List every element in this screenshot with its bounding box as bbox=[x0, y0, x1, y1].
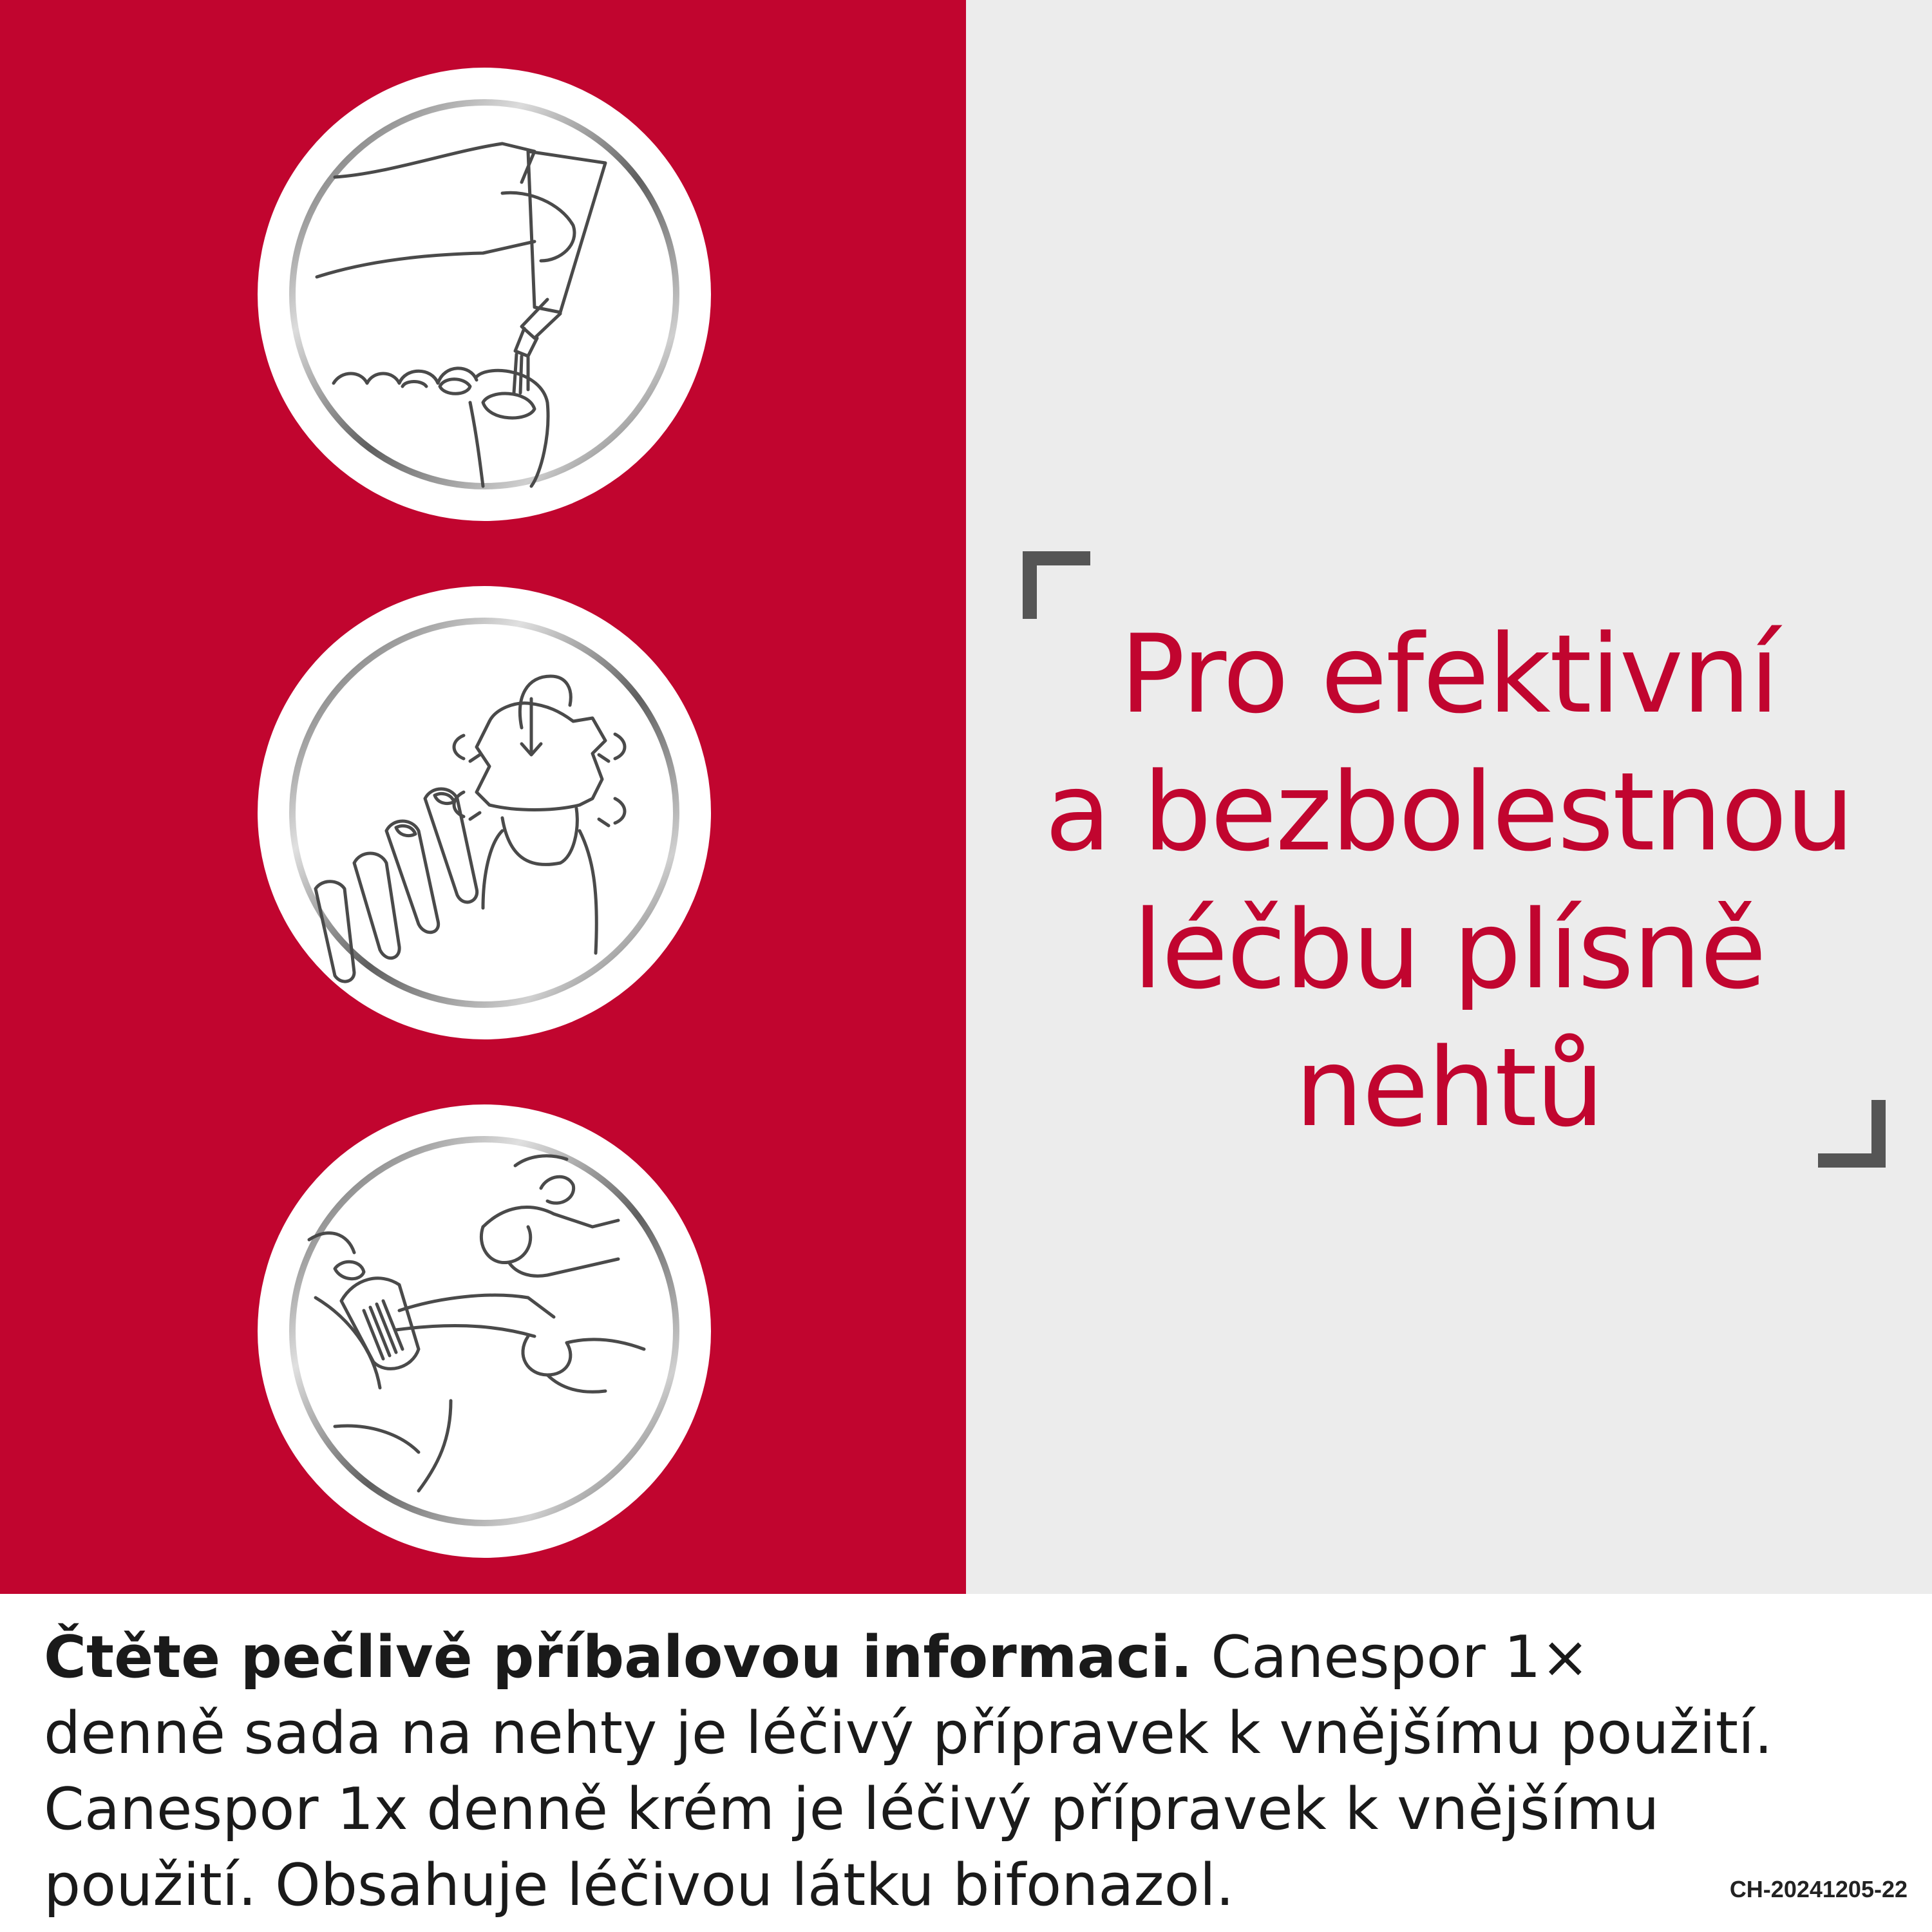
step-2-circle bbox=[258, 586, 711, 1039]
step-3-circle bbox=[258, 1104, 711, 1558]
cover-toe-with-plaster-icon bbox=[258, 586, 711, 1039]
step-1-circle bbox=[258, 68, 711, 521]
headline bbox=[998, 605, 1900, 1157]
apply-lacquer-to-toenail-icon bbox=[258, 68, 711, 521]
approval-code: CH-20241205-22 bbox=[1729, 1876, 1908, 1902]
disclaimer-body: Canespor 1× denně sada na nehty je léčivý přípravek k vnějšímu použití. Canespor 1x denně krém je léčivý přípravek k vnějšímu použití. Obsahuje léčivou látku bifonazol. bbox=[44, 1624, 1773, 1919]
scrape-nail-with-scraper-icon bbox=[258, 1104, 711, 1558]
headline-line-3: léčbu plísně bbox=[1132, 887, 1766, 1013]
headline-line-2: a bezbolestnou bbox=[1045, 749, 1853, 875]
headline-line-4: nehtů bbox=[1294, 1025, 1604, 1151]
disclaimer-text bbox=[44, 1620, 1783, 1924]
headline-line-1: Pro efektivní bbox=[1119, 611, 1779, 737]
disclaimer-bold: Čtěte pečlivě příbalovou informaci. bbox=[44, 1624, 1193, 1691]
